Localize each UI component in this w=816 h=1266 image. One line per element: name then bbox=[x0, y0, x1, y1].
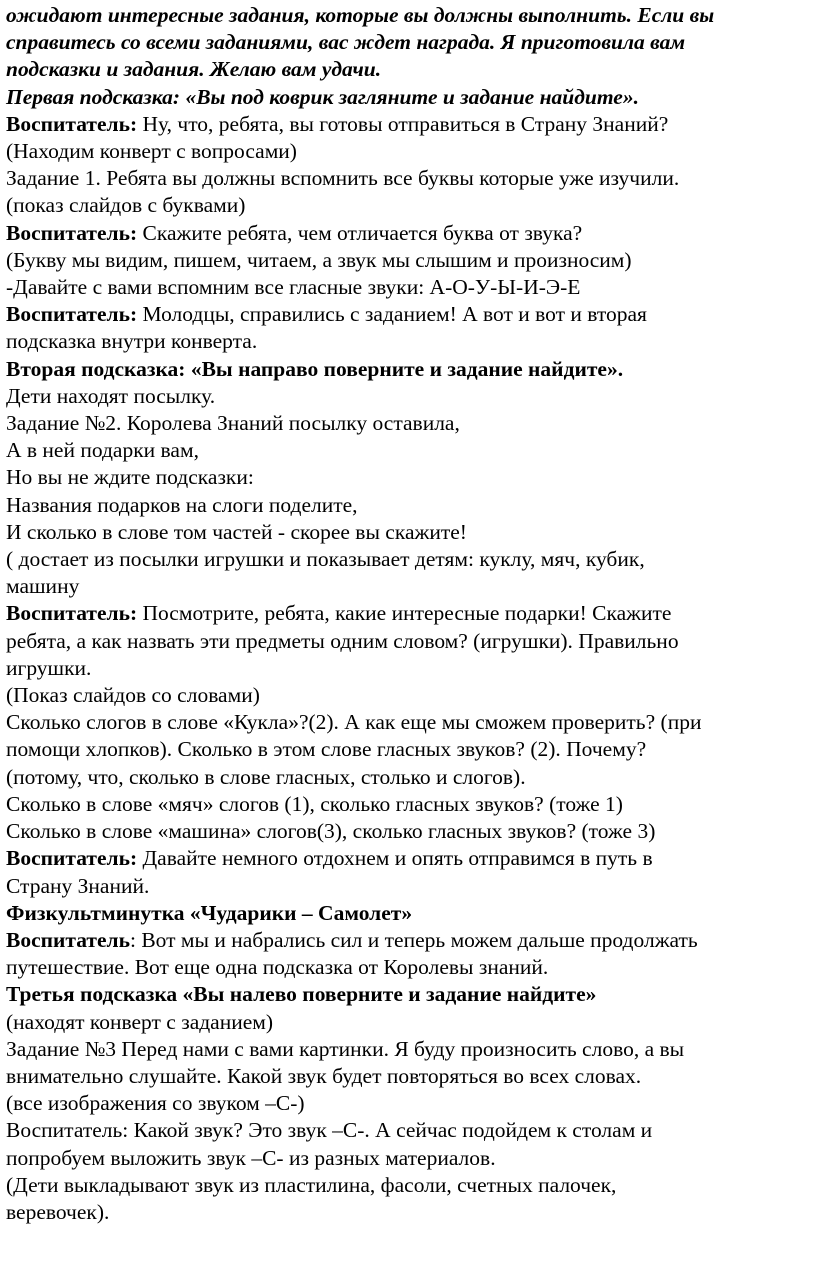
text-line bbox=[6, 464, 810, 491]
text-line bbox=[6, 383, 810, 410]
text-segment: Воспитатель: bbox=[6, 111, 143, 136]
text-segment: Воспитатель bbox=[6, 927, 130, 952]
text-segment: подсказки и задания. Желаю вам удачи. bbox=[6, 57, 382, 82]
text-line bbox=[6, 192, 810, 219]
text-segment: Сколько слогов в слове «Кукла»?(2). А как еще мы сможем проверить? (при bbox=[6, 710, 702, 735]
text-line bbox=[6, 1172, 810, 1199]
text-line bbox=[6, 981, 810, 1008]
text-segment: Давайте немного отдохнем и опять отправимся в путь в bbox=[142, 846, 653, 871]
text-line bbox=[6, 709, 810, 736]
text-segment: справитесь со всеми заданиями, вас ждет награда. Я приготовила вам bbox=[6, 30, 686, 55]
text-segment: -Давайте с вами вспомним все гласные звуки: А-О-У-Ы-И-Э-Е bbox=[6, 275, 581, 300]
text-line bbox=[6, 1009, 810, 1036]
text-segment: ожидают интересные задания, которые вы должны выполнить. Если вы bbox=[6, 3, 715, 27]
text-line bbox=[6, 1063, 810, 1090]
text-segment: (Находим конверт с вопросами) bbox=[6, 139, 297, 164]
text-line bbox=[6, 165, 810, 192]
text-segment: Скажите ребята, чем отличается буква от звука? bbox=[142, 220, 583, 245]
text-line bbox=[6, 56, 810, 83]
text-segment: (Показ слайдов со словами) bbox=[6, 683, 260, 708]
text-segment: машину bbox=[6, 574, 80, 599]
text-line bbox=[6, 791, 810, 818]
text-line bbox=[6, 954, 810, 981]
text-segment: подсказка внутри конверта. bbox=[6, 329, 258, 354]
text-line bbox=[6, 29, 810, 56]
text-segment: Посмотрите, ребята, какие интересные подарки! Скажите bbox=[142, 601, 672, 626]
text-segment: Воспитатель: bbox=[6, 846, 143, 871]
text-line bbox=[6, 492, 810, 519]
text-segment: Воспитатель: bbox=[6, 302, 143, 327]
text-segment: Ну, что, ребята, вы готовы отправиться в Страну Знаний? bbox=[142, 111, 669, 136]
text-line bbox=[6, 1090, 810, 1117]
text-segment: попробуем выложить звук –С- из разных материалов. bbox=[6, 1145, 496, 1170]
text-line bbox=[6, 818, 810, 845]
text-segment: игрушки. bbox=[6, 655, 92, 680]
text-line bbox=[6, 1199, 810, 1226]
text-segment: ( достает из посылки игрушки и показывает детям: куклу, мяч, кубик, bbox=[6, 547, 645, 572]
text-segment: Названия подарков на слоги поделите, bbox=[6, 492, 358, 517]
text-segment: Воспитатель: bbox=[6, 601, 143, 626]
text-line bbox=[6, 138, 810, 165]
text-segment: ребята, а как назвать эти предметы одним словом? (игрушки). Правильно bbox=[6, 628, 679, 653]
text-line bbox=[6, 274, 810, 301]
text-line bbox=[6, 301, 810, 328]
text-line bbox=[6, 628, 810, 655]
text-line bbox=[6, 845, 810, 872]
text-line bbox=[6, 2, 810, 29]
text-segment: И сколько в слове том частей - скорее вы скажите! bbox=[6, 519, 467, 544]
text-line bbox=[6, 655, 810, 682]
text-segment: Но вы не ждите подсказки: bbox=[6, 465, 254, 490]
text-line bbox=[6, 84, 810, 111]
text-line bbox=[6, 247, 810, 274]
text-line bbox=[6, 764, 810, 791]
text-segment: (находят конверт с заданием) bbox=[6, 1009, 274, 1034]
text-line bbox=[6, 519, 810, 546]
text-segment: Сколько в слове «мяч» слогов (1), сколько гласных звуков? (тоже 1) bbox=[6, 791, 623, 816]
text-line bbox=[6, 682, 810, 709]
text-line bbox=[6, 736, 810, 763]
text-segment: Воспитатель: bbox=[6, 220, 143, 245]
text-segment: А в ней подарки вам, bbox=[6, 438, 199, 463]
text-line bbox=[6, 1117, 810, 1144]
text-segment: Вторая подсказка: «Вы направо поверните и задание найдите». bbox=[6, 356, 624, 381]
text-segment: (показ слайдов с буквами) bbox=[6, 193, 246, 218]
text-line bbox=[6, 573, 810, 600]
text-line bbox=[6, 437, 810, 464]
text-segment: Молодцы, справились с заданием! А вот и вот и вторая bbox=[142, 302, 647, 327]
text-line bbox=[6, 356, 810, 383]
text-line bbox=[6, 328, 810, 355]
text-line bbox=[6, 111, 810, 138]
text-line bbox=[6, 220, 810, 247]
text-segment: (все изображения со звуком –С-) bbox=[6, 1091, 305, 1116]
text-segment: Задание 1. Ребята вы должны вспомнить все буквы которые уже изучили. bbox=[6, 166, 680, 191]
text-segment: Задание №3 Перед нами с вами картинки. Я буду произносить слово, а вы bbox=[6, 1036, 685, 1061]
text-segment: : Вот мы и набрались сил и теперь можем дальше продолжать bbox=[129, 927, 698, 952]
text-segment: Физкультминутка «Чударики – Самолет» bbox=[6, 900, 413, 925]
text-segment: Сколько в слове «машина» слогов(3), сколько гласных звуков? (тоже 3) bbox=[6, 819, 656, 844]
text-segment: Задание №2. Королева Знаний посылку оставила, bbox=[6, 411, 460, 436]
text-line bbox=[6, 546, 810, 573]
text-segment: Воспитатель: Какой звук? Это звук –С-. А сейчас подойдем к столам и bbox=[6, 1118, 653, 1143]
text-segment: (Дети выкладывают звук из пластилина, фасоли, счетных палочек, bbox=[6, 1172, 617, 1197]
text-segment: помощи хлопков). Сколько в этом слове гласных звуков? (2). Почему? bbox=[6, 737, 647, 762]
text-line bbox=[6, 900, 810, 927]
text-segment: веревочек). bbox=[6, 1199, 110, 1224]
text-line bbox=[6, 600, 810, 627]
text-line bbox=[6, 1036, 810, 1063]
text-segment: Первая подсказка: «Вы под коврик загляните и задание найдите». bbox=[6, 84, 639, 109]
text-segment: Страну Знаний. bbox=[6, 873, 150, 898]
text-segment: (Букву мы видим, пишем, читаем, а звук мы слышим и произносим) bbox=[6, 247, 632, 272]
text-segment: Третья подсказка «Вы налево поверните и задание найдите» bbox=[6, 982, 597, 1007]
text-segment: (потому, что, сколько в слове гласных, столько и слогов). bbox=[6, 764, 526, 789]
text-line bbox=[6, 873, 810, 900]
text-line bbox=[6, 1145, 810, 1172]
text-line bbox=[6, 410, 810, 437]
text-segment: внимательно слушайте. Какой звук будет повторяться во всех словах. bbox=[6, 1063, 642, 1088]
text-segment: путешествие. Вот еще одна подсказка от Королевы знаний. bbox=[6, 955, 549, 980]
text-line bbox=[6, 927, 810, 954]
text-segment: Дети находят посылку. bbox=[6, 383, 216, 408]
